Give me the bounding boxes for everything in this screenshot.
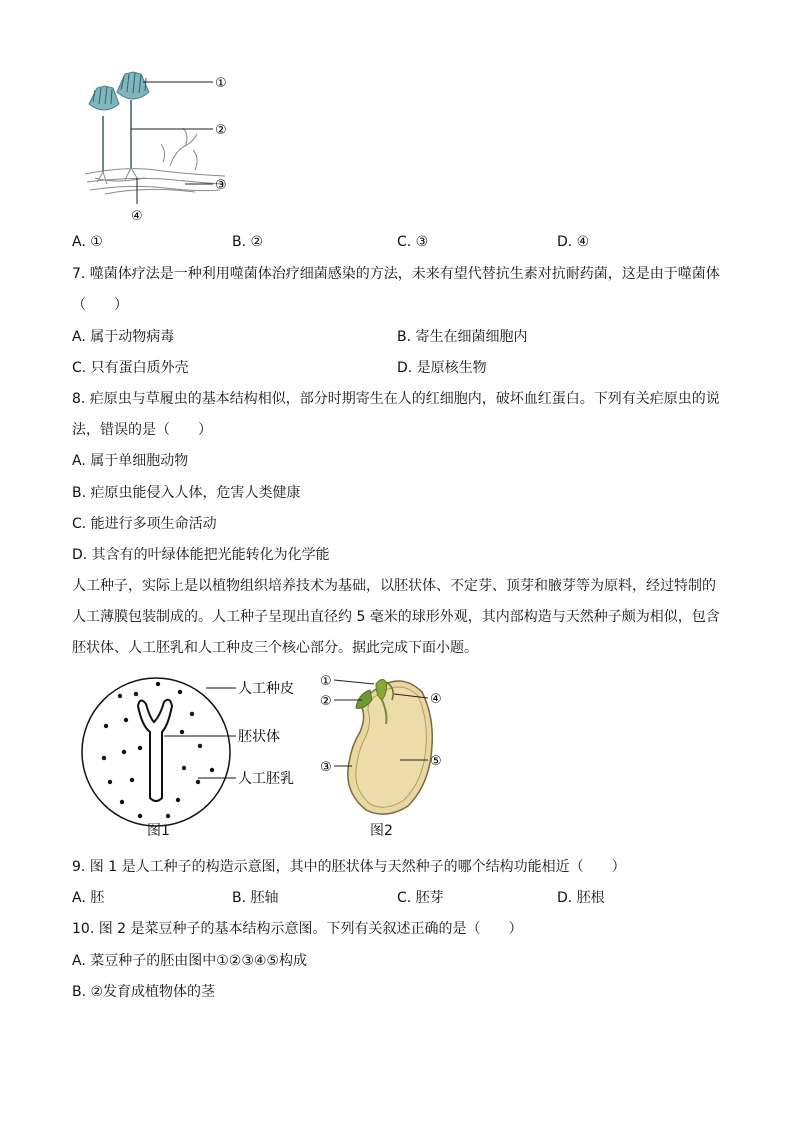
q6-option-c[interactable]: C. ③: [397, 234, 429, 250]
fig2-label-1: ①: [320, 674, 332, 689]
mould-label-2: ②: [215, 123, 227, 138]
q8-option-d[interactable]: D. 其含有的叶绿体能把光能转化为化学能: [72, 547, 330, 563]
q7-option-a[interactable]: A. 属于动物病毒: [72, 329, 175, 345]
q8-stem-line2: 法，错误的是（ ）: [72, 422, 212, 438]
q9-option-d[interactable]: D. 胚根: [557, 890, 605, 906]
fig1-label-embryoid: 胚状体: [238, 729, 280, 745]
figure-2-bean-seed: [316, 670, 456, 820]
mould-label-3: ③: [215, 178, 227, 193]
q10-stem: 10. 图 2 是菜豆种子的基本结构示意图。下列有关叙述正确的是（ ）: [72, 921, 523, 937]
q8-option-c[interactable]: C. 能进行多项生命活动: [72, 516, 217, 532]
q9-option-c[interactable]: C. 胚芽: [397, 890, 444, 906]
q8-option-b[interactable]: B. 疟原虫能侵入人体，危害人类健康: [72, 485, 301, 501]
q6-option-d[interactable]: D. ④: [557, 234, 590, 250]
q7-stem-line2: （ ）: [72, 297, 128, 313]
q7-stem-line1: 7. 噬菌体疗法是一种利用噬菌体治疗细菌感染的方法，未来有望代替抗生素对抗耐药菌，这是由于噬菌体: [72, 266, 720, 282]
q7-option-d[interactable]: D. 是原核生物: [397, 360, 487, 376]
fig2-label-4: ④: [430, 692, 442, 707]
mould-label-1: ①: [215, 76, 227, 91]
mould-label-4: ④: [131, 209, 143, 224]
q7-option-c[interactable]: C. 只有蛋白质外壳: [72, 360, 189, 376]
q9-option-b[interactable]: B. 胚轴: [232, 890, 279, 906]
q10-option-a[interactable]: A. 菜豆种子的胚由图中①②③④⑤构成: [72, 953, 307, 969]
q9-stem: 9. 图 1 是人工种子的构造示意图，其中的胚状体与天然种子的哪个结构功能相近（ ）: [72, 859, 626, 875]
figure-1-artificial-seed: [80, 670, 310, 840]
q8-stem-line1: 8. 疟原虫与草履虫的基本结构相似，部分时期寄生在人的红细胞内，破坏血红蛋白。下列有关疟原虫的说: [72, 391, 720, 407]
fig1-label-endosperm: 人工胚乳: [238, 771, 294, 787]
fig1-label-coat: 人工种皮: [238, 681, 294, 697]
passage-line2: 人工薄膜包装制成的。人工种子呈现出直径约 5 毫米的球形外观，其内部构造与天然种子颇为相似，包含: [72, 609, 720, 625]
passage-line3: 胚状体、人工胚乳和人工种皮三个核心部分。据此完成下面小题。: [72, 640, 478, 656]
q6-option-a[interactable]: A. ①: [72, 234, 103, 250]
figure-2-caption: 图2: [370, 823, 393, 839]
fig2-label-2: ②: [320, 694, 332, 709]
q10-option-b[interactable]: B. ②发育成植物体的茎: [72, 984, 216, 1000]
fig2-label-5: ⑤: [430, 754, 442, 769]
fig2-label-3: ③: [320, 760, 332, 775]
q8-option-a[interactable]: A. 属于单细胞动物: [72, 453, 189, 469]
q7-option-b[interactable]: B. 寄生在细菌细胞内: [397, 329, 528, 345]
q6-option-b[interactable]: B. ②: [232, 234, 264, 250]
passage-line1: 人工种子，实际上是以植物组织培养技术为基础，以胚状体、不定芽、顶芽和腋芽等为原料，经过特制的: [72, 578, 716, 594]
mould-figure: [75, 66, 245, 226]
q9-option-a[interactable]: A. 胚: [72, 890, 105, 906]
figure-1-caption: 图1: [147, 823, 170, 839]
